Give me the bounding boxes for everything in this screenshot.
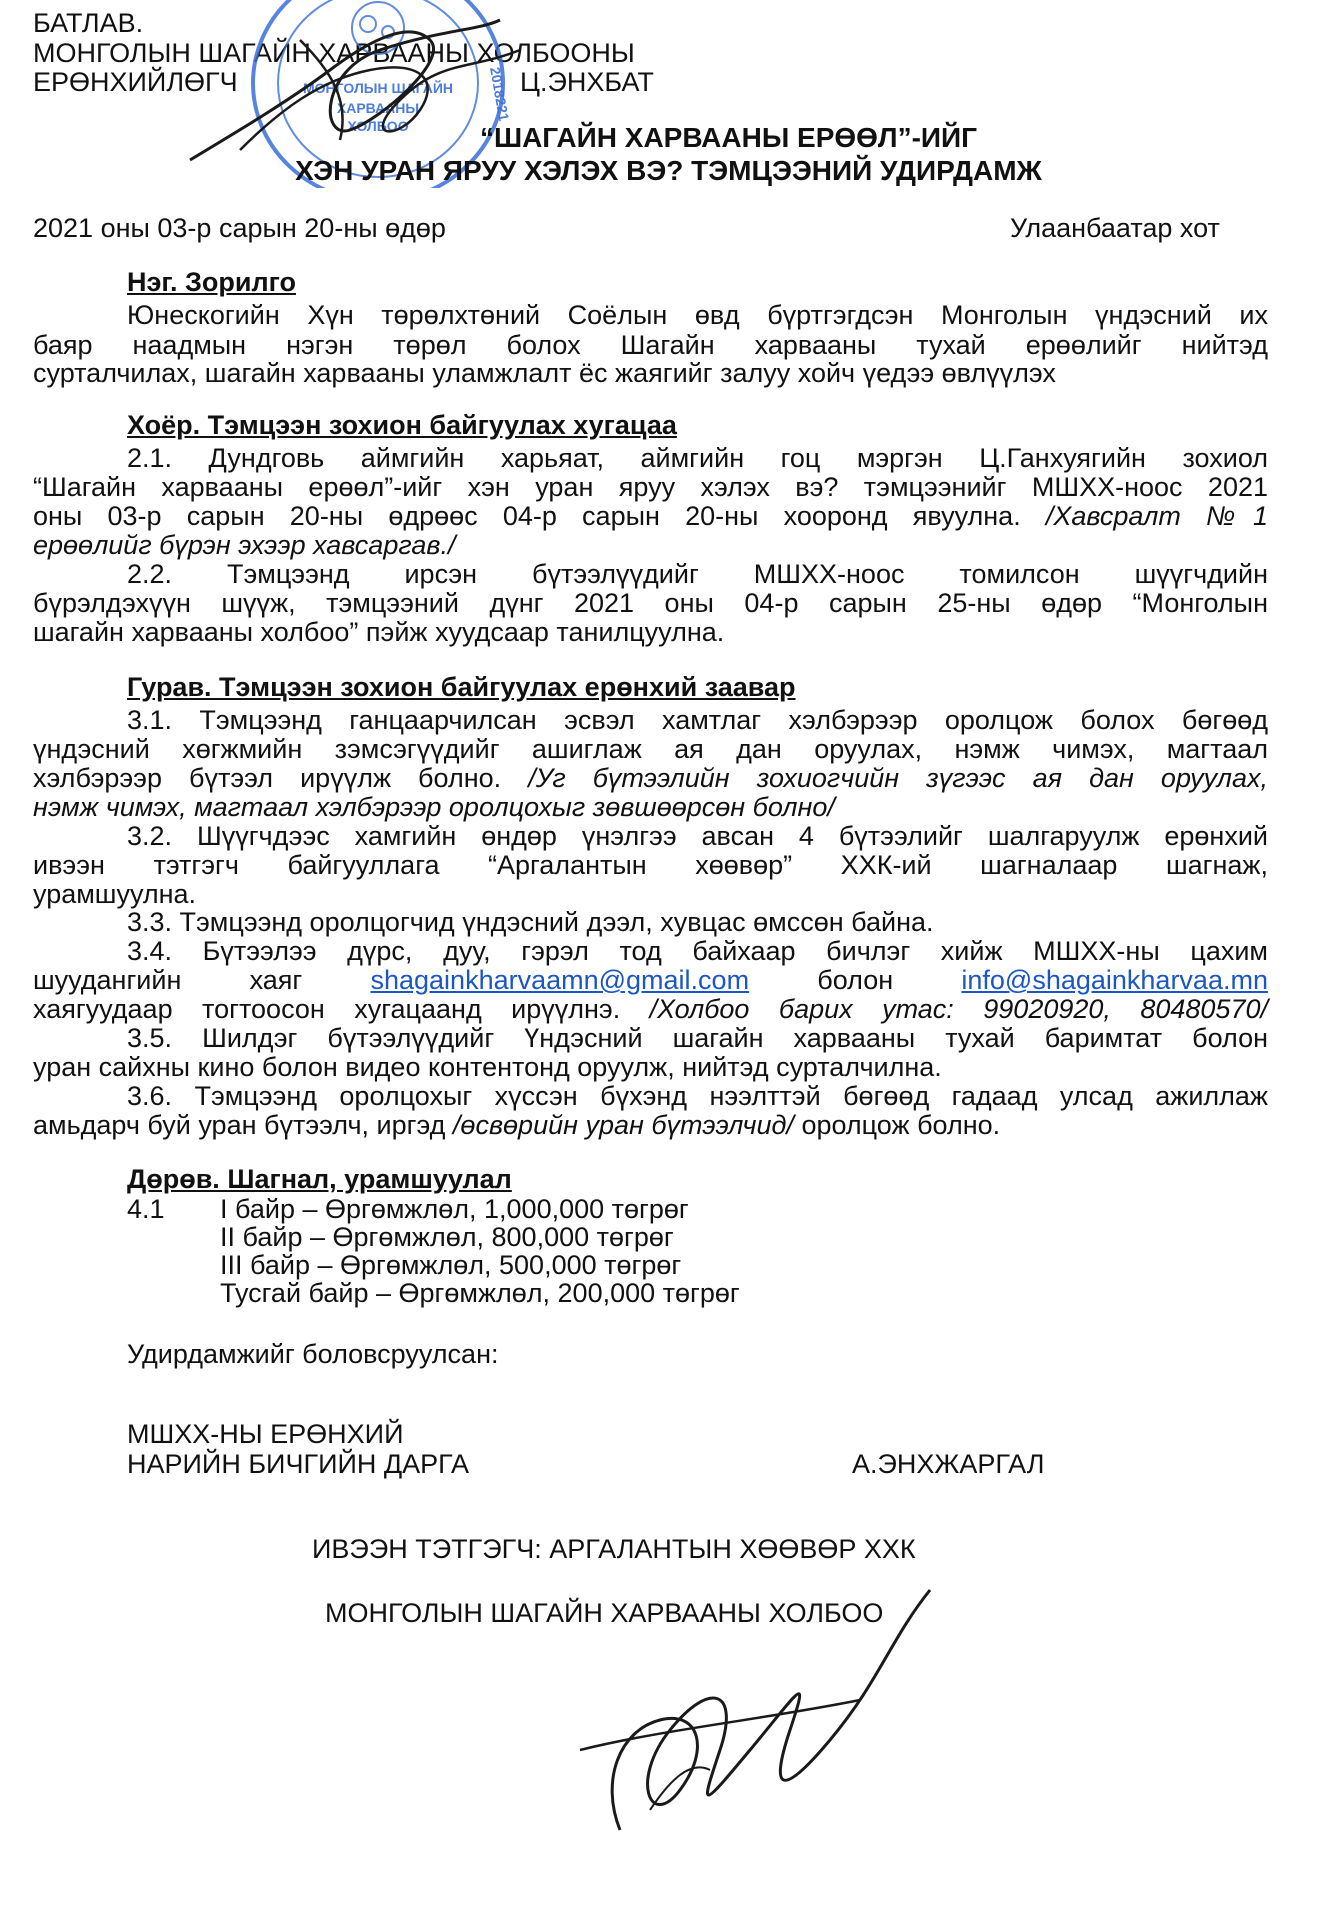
approver-org: МОНГОЛЫН ШАГАЙН ХАРВААНЫ ХОЛБООНЫ (33, 38, 635, 68)
section3-p5-line1: 3.5. Шилдэг бүтээлүүдийг Үндэсний шагайн харвааны тухай баримтат болон (127, 1023, 1268, 1053)
signer-role-line1: МШХХ-НЫ ЕРӨНХИЙ (127, 1419, 404, 1449)
prize-item: II байр – Өргөмжлөл, 800,000 төгрөг (220, 1222, 674, 1252)
section3-p6-line2 (33, 1107, 1268, 1143)
section3-p4-and: болон (817, 965, 894, 995)
sponsor-line: ИВЭЭН ТЭТГЭГЧ: АРГАЛАНТЫН ХӨӨВӨР ХХК (312, 1534, 916, 1564)
section3-p6-line2-end: оролцож болно. (793, 1110, 1001, 1140)
section2-heading: Хоёр. Тэмцээн зохион байгуулах хугацаа (127, 410, 677, 440)
section2-p1-appendix-note: /Хавсралт №1 (1045, 501, 1268, 531)
section2-p2-line2: бүрэлдэхүүн шүүж, тэмцээний дүнг 2021 оны 04-р сарын 25-ны өдөр “Монголын (33, 588, 1268, 618)
section3-p1-line1: 3.1. Тэмцээнд ганцаарчилсан эсвэл хамтлаг хэлбэрээр оролцож болох бөгөөд (127, 705, 1268, 735)
contact-phones: /Холбоо барих утас: 99020920, 80480570/ (649, 994, 1268, 1024)
section3-p3: 3.3. Тэмцээнд оролцогчид үндэсний дээл, хувцас өмссөн байна. (127, 907, 934, 937)
signer-name: А.ЭНХЖАРГАЛ (852, 1449, 1045, 1479)
prize-item: Тусгай байр – Өргөмжлөл, 200,000 төгрөг (220, 1278, 740, 1308)
section4-heading: Дөрөв. Шагнал, урамшуулал (127, 1164, 512, 1194)
section3-p6-line2-text: амьдарч буй уран бүтээлч, иргэд (33, 1110, 453, 1140)
email-link-info[interactable]: info@shagainkharvaa.mn (961, 965, 1268, 995)
section3-p1-line3-text: хэлбэрээр бүтээл ирүүлж болно. (33, 763, 529, 793)
svg-text:ХОЛБОО: ХОЛБОО (347, 118, 409, 134)
section3-p2-line1: 3.2. Шүүгчдээс хамгийн өндөр үнэлгээ авсан 4 бүтээлийг шалгаруулж ерөнхий (127, 821, 1268, 851)
section3-p4-address-label: шуудангийн хаяг (33, 965, 303, 995)
section3-p6-line1: 3.6. Тэмцээнд оролцохыг хүссэн бүхэнд нээлттэй бөгөөд гадаад улсад ажиллаж (127, 1081, 1268, 1111)
svg-text:ХАРВААНЫ: ХАРВААНЫ (336, 100, 420, 116)
svg-text:МОНГОЛЫН ШАГАЙН: МОНГОЛЫН ШАГАЙН (302, 80, 454, 96)
section2-p1-line2: “Шагайн харвааны ерөөл”-ийг хэн уран яруу хэлэх вэ? тэмцээнийг МШХХ-ноос 2021 (33, 472, 1268, 502)
section3-p1-line2: үндэсний хөгжмийн зэмсэгүүдийг ашиглаж ая дан оруулах, нэмж чимэх, магтаал (33, 734, 1268, 764)
section2-p2-line1: 2.2. Тэмцээнд ирсэн бүтээлүүдийг МШХХ-ноос томилсон шүүгчдийн (127, 559, 1268, 589)
section3-p6-youth-note: /өсвөрийн уран бүтээлчид/ (452, 1110, 794, 1140)
document-title-line2: ХЭН УРАН ЯРУУ ХЭЛЭХ ВЭ? ТЭМЦЭЭНИЙ УДИРДАМЖ (295, 155, 1042, 186)
section1-heading: Нэг. Зорилго (127, 267, 296, 297)
section1-line: Юнескогийн Хүн төрөлхтөний Соёлын өвд бүртгэгдсэн Монголын үндэсний их (127, 300, 1268, 330)
document-date: 2021 оны 03-р сарын 20-ны өдөр (33, 213, 446, 243)
prepared-by-label: Удирдамжийг боловсруулсан: (127, 1339, 499, 1369)
prize-number: 4.1 (127, 1194, 165, 1224)
section3-p2-line2: ивээн тэтгэгч байгууллага “Аргалантын хөөвөр” ХХК-ий шагналаар шагнаж, (33, 850, 1268, 880)
organization-name: МОНГОЛЫН ШАГАЙН ХАРВААНЫ ХОЛБОО (325, 1598, 884, 1628)
approver-position: ЕРӨНХИЙЛӨГЧ (33, 67, 238, 97)
section1-line: баяр наадмын нэгэн төрөл болох Шагайн харвааны тухай ерөөлийг нийтэд (33, 330, 1268, 360)
approver-name: Ц.ЭНХБАТ (520, 67, 654, 97)
signer-role-line2: НАРИЙН БИЧГИЙН ДАРГА (127, 1449, 470, 1479)
section3-heading: Гурав. Тэмцээн зохион байгуулах ерөнхий заавар (127, 672, 796, 702)
prize-item: I байр – Өргөмжлөл, 1,000,000 төгрөг (220, 1194, 689, 1224)
svg-text:2018221: 2018221 (487, 65, 513, 123)
section1-line: сурталчилах, шагайн харвааны уламжлалт ёс жаягийг залуу хойч үедээ өвлүүлэх (33, 358, 1056, 388)
document-title-line1: “ШАГАЙН ХАРВААНЫ ЕРӨӨЛ”-ИЙГ (479, 122, 978, 153)
section2-p1-line1: 2.1. Дундговь аймгийн харьяат, аймгийн гоц мэргэн Ц.Ганхуягийн зохиол (127, 443, 1268, 473)
section3-p1-note-cont: нэмж чимэх, магтаал хэлбэрээр оролцохыг зөвшөөрсөн болно/ (33, 792, 835, 822)
section2-p1-appendix-note-cont: ерөөлийг бүрэн эхээр хавсаргав./ (33, 530, 456, 560)
section2-p1-line3-text: оны 03-р сарын 20-ны өдрөөс 04-р сарын 20-ны хооронд явуулна. (33, 501, 1046, 531)
section3-p4-line1: 3.4. Бүтээлээ дүрс, дуу, гэрэл тод байхаар бичлэг хийж МШХХ-ны цахим (127, 936, 1268, 966)
section3-p5-line2: уран сайхны кино болон видео контентонд оруулж, нийтэд сурталчилна. (33, 1052, 942, 1082)
section3-p2-line3: урамшуулна. (33, 879, 197, 909)
document-place: Улаанбаатар хот (1010, 213, 1220, 243)
section3-p1-note: /Уг бүтээлийн зохиогчийн зүгээс ая дан оруулах, (528, 763, 1269, 793)
section3-p4-line3-text: хаягуудаар тогтоосон хугацаанд ирүүлнэ. (33, 994, 650, 1024)
email-link-gmail[interactable]: shagainkharvaamn@gmail.com (370, 965, 750, 995)
approve-label: БАТЛАВ. (33, 8, 144, 38)
section2-p2-line3: шагайн харвааны холбоо” пэйж хуудсаар танилцуулна. (33, 617, 725, 647)
prize-item: III байр – Өргөмжлөл, 500,000 төгрөг (220, 1250, 682, 1280)
